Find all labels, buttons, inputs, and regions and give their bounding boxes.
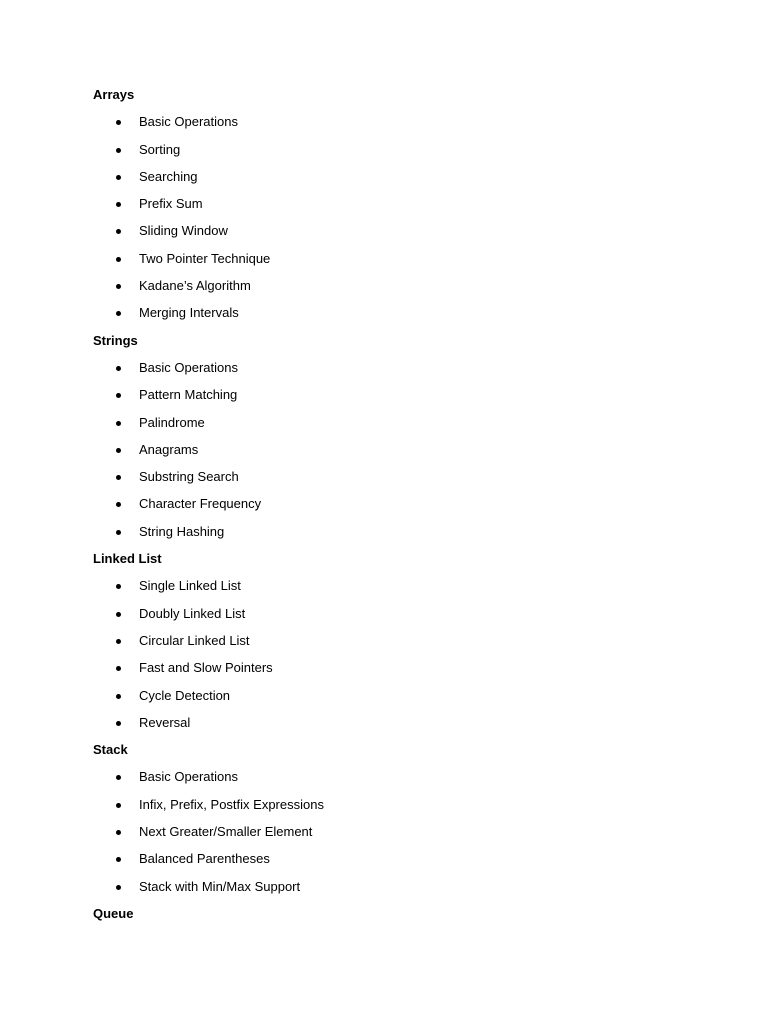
list-item-text: String Hashing — [139, 523, 225, 539]
list-item-text: Substring Search — [139, 469, 239, 485]
list-item — [93, 687, 693, 705]
bullet-icon — [116, 366, 121, 371]
list-item-text: Infix, Prefix, Postfix Expressions — [139, 796, 324, 812]
bullet-icon — [116, 202, 121, 207]
topic-list — [93, 113, 693, 322]
list-item-text: Basic Operations — [139, 359, 238, 375]
section-heading: Linked List — [93, 551, 162, 567]
list-item — [93, 113, 693, 131]
bullet-icon — [116, 448, 121, 453]
list-item — [93, 714, 693, 732]
list-item-text: Pattern Matching — [139, 387, 238, 403]
list-item-text: Character Frequency — [139, 496, 262, 512]
bullet-icon — [116, 284, 121, 289]
list-item — [93, 414, 693, 432]
bullet-icon — [116, 694, 121, 699]
list-item-text: Searching — [139, 168, 198, 184]
list-item — [93, 304, 693, 322]
list-item-text: Fast and Slow Pointers — [139, 660, 273, 676]
list-item — [93, 195, 693, 213]
list-item — [93, 468, 693, 486]
list-item — [93, 577, 693, 595]
bullet-icon — [116, 803, 121, 808]
list-item — [93, 222, 693, 240]
bullet-icon — [116, 421, 121, 426]
bullet-icon — [116, 393, 121, 398]
list-item-text: Circular Linked List — [139, 632, 250, 648]
section-heading: Strings — [93, 332, 138, 348]
section-heading: Queue — [93, 905, 134, 921]
list-item-text: Basic Operations — [139, 769, 238, 785]
bullet-icon — [116, 148, 121, 153]
list-item-text: Stack with Min/Max Support — [139, 878, 301, 894]
list-item-text: Next Greater/Smaller Element — [139, 824, 313, 840]
list-item-text: Balanced Parentheses — [139, 851, 270, 867]
list-item — [93, 796, 693, 814]
bullet-icon — [116, 120, 121, 125]
list-item-text: Two Pointer Technique — [139, 250, 271, 266]
bullet-icon — [116, 311, 121, 316]
list-item — [93, 823, 693, 841]
bullet-icon — [116, 475, 121, 480]
list-item — [93, 441, 693, 459]
list-item-text: Anagrams — [139, 441, 199, 457]
list-item-text: Sorting — [139, 141, 181, 157]
bullet-icon — [116, 666, 121, 671]
list-item-text: Single Linked List — [139, 578, 241, 594]
bullet-icon — [116, 530, 121, 535]
list-item-text: Doubly Linked List — [139, 605, 246, 621]
bullet-icon — [116, 830, 121, 835]
list-item-text: Kadane’s Algorithm — [139, 278, 251, 294]
topic-list — [93, 577, 693, 731]
list-item — [93, 168, 693, 186]
bullet-icon — [116, 229, 121, 234]
list-item — [93, 495, 693, 513]
list-item — [93, 878, 693, 896]
list-item — [93, 250, 693, 268]
topic-list — [93, 359, 693, 541]
bullet-icon — [116, 639, 121, 644]
list-item — [93, 141, 693, 159]
list-item — [93, 277, 693, 295]
list-item — [93, 768, 693, 786]
list-item — [93, 850, 693, 868]
list-item-text: Prefix Sum — [139, 196, 203, 212]
topic-list — [93, 768, 693, 895]
list-item-text: Basic Operations — [139, 114, 238, 130]
list-item — [93, 359, 693, 377]
section-heading: Stack — [93, 742, 128, 758]
list-item-text: Reversal — [139, 714, 191, 730]
bullet-icon — [116, 721, 121, 726]
list-item — [93, 632, 693, 650]
bullet-icon — [116, 885, 121, 890]
bullet-icon — [116, 612, 121, 617]
bullet-icon — [116, 175, 121, 180]
document-content — [93, 86, 693, 932]
section-heading: Arrays — [93, 87, 135, 102]
bullet-icon — [116, 584, 121, 589]
list-item — [93, 523, 693, 541]
bullet-icon — [116, 502, 121, 507]
list-item — [93, 605, 693, 623]
list-item-text: Cycle Detection — [139, 687, 231, 703]
list-item — [93, 386, 693, 404]
list-item-text: Palindrome — [139, 414, 205, 430]
bullet-icon — [116, 775, 121, 780]
list-item-text: Merging Intervals — [139, 305, 239, 321]
list-item — [93, 659, 693, 677]
bullet-icon — [116, 857, 121, 862]
list-item-text: Sliding Window — [139, 223, 228, 239]
bullet-icon — [116, 257, 121, 262]
